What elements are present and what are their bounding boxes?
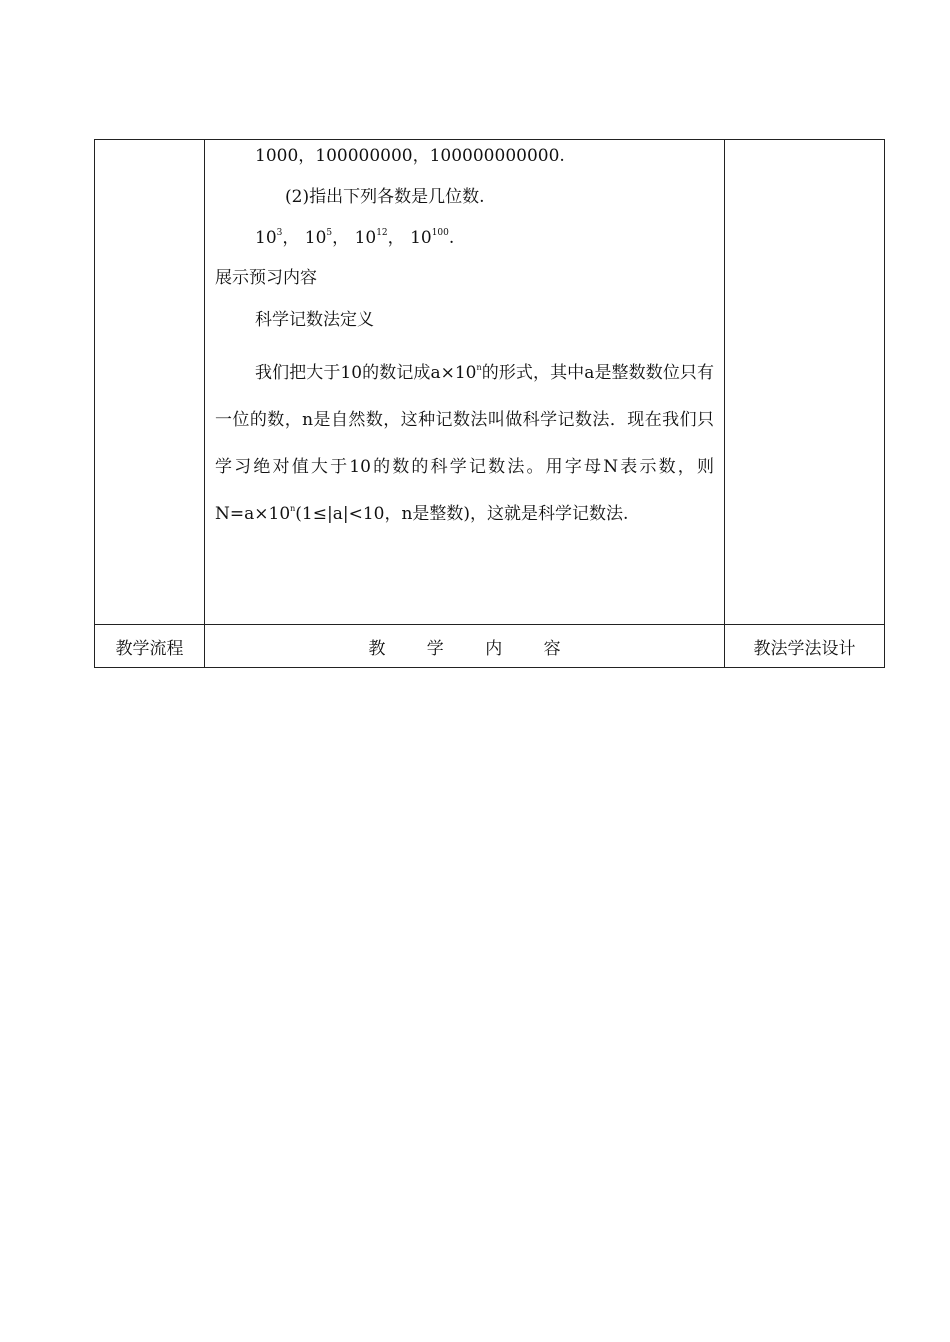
power-base: 10: [354, 228, 377, 248]
power-separator: .: [448, 228, 455, 248]
method-cell: [725, 140, 885, 625]
definition-paragraph: [215, 350, 714, 538]
header-process: 教学流程: [95, 625, 205, 668]
definition-text-1: 我们把大于10的数记成a×10: [255, 363, 477, 383]
show-preview-heading: 展示预习内容: [215, 268, 317, 288]
power-exponent: 100: [431, 228, 449, 238]
numbers-line: 1000，100000000，100000000000.: [255, 146, 565, 166]
content-cell: [205, 140, 725, 625]
powers-line: [215, 228, 714, 248]
header-content: [205, 625, 725, 668]
lesson-plan-table: [94, 139, 885, 668]
definition-heading: 科学记数法定义: [255, 310, 374, 330]
definition-text-3: (1≤|a|<10，n是整数)，这就是科学记数法.: [295, 504, 629, 524]
power-base: 10: [410, 228, 432, 248]
power-exponent: 3: [276, 228, 283, 238]
definition-text-2: 的形式，其中a是整数数位只有一位的数，n是自然数，这种记数法叫做科学记数法．现在我们只学习绝对值大于10的数的科学记数法。用字母N表示数，则N=a×10: [215, 363, 714, 524]
header-row: [95, 625, 885, 668]
power-base: 10: [304, 228, 327, 248]
power-separator: ，: [332, 228, 350, 248]
power-exponent: 12: [376, 228, 388, 238]
content-row: [95, 140, 885, 625]
power-base: 10: [255, 228, 277, 248]
question-2: (2)指出下列各数是几位数.: [285, 187, 485, 207]
power-exponent: 5: [326, 228, 333, 238]
exponent-n: n: [476, 363, 482, 372]
power-separator: ，: [282, 228, 300, 248]
process-cell: [95, 140, 205, 625]
header-method: 教法学法设计: [725, 625, 885, 668]
header-content-label: 教 学 内 容: [368, 638, 579, 659]
exponent-n: n: [290, 504, 296, 513]
power-separator: ，: [387, 228, 405, 248]
